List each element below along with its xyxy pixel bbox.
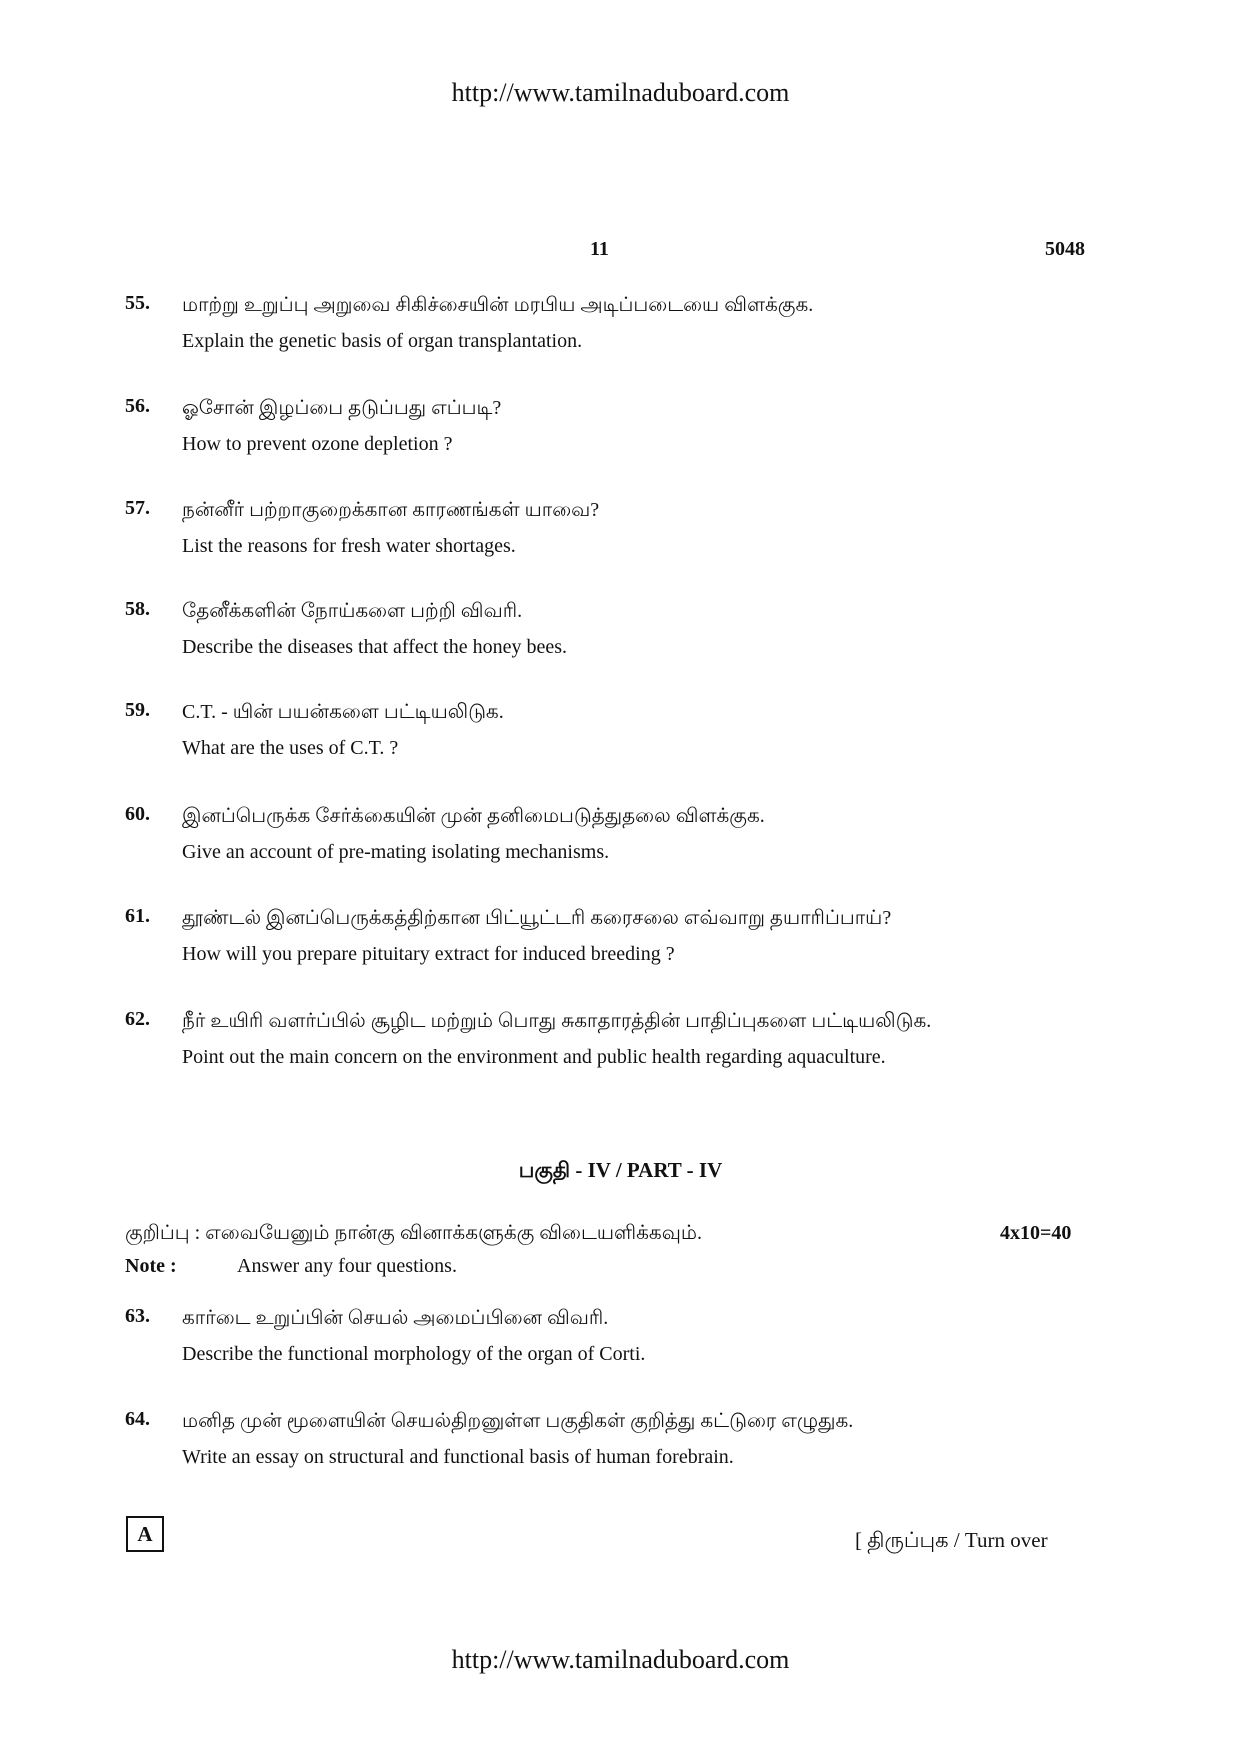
turn-over-note: [ திருப்புக / Turn over <box>855 1528 1048 1552</box>
question-number: 58. <box>125 598 150 620</box>
question-number: 57. <box>125 497 150 519</box>
question-tamil: கார்டை உறுப்பின் செயல் அமைப்பினை விவரி. <box>182 1307 609 1329</box>
question-62 <box>125 1008 1085 1070</box>
part-heading: பகுதி - IV / PART - IV <box>518 1158 723 1182</box>
question-english: What are the uses of C.T. ? <box>182 737 399 759</box>
question-english: List the reasons for fresh water shortages. <box>182 535 516 557</box>
question-tamil: ஓசோன் இழப்பை தடுப்பது எப்படி? <box>182 397 502 419</box>
marks-allocation: 4x10=40 <box>1000 1222 1072 1244</box>
question-tamil: தூண்டல் இனப்பெருக்கத்திற்கான பிட்யூட்டரி கரைசலை எவ்வாறு தயாரிப்பாய்? <box>182 907 892 929</box>
question-english: How will you prepare pituitary extract for induced breeding ? <box>182 943 675 965</box>
question-56 <box>125 395 1085 457</box>
question-55 <box>125 292 1085 354</box>
question-63 <box>125 1305 1085 1367</box>
question-number: 60. <box>125 803 150 825</box>
header-url[interactable]: http://www.tamilnaduboard.com <box>451 78 790 107</box>
question-64 <box>125 1408 1085 1470</box>
question-tamil: நன்னீர் பற்றாகுறைக்கான காரணங்கள் யாவை? <box>182 499 600 521</box>
question-tamil: நீர் உயிரி வளர்ப்பில் சூழிட மற்றும் பொது சுகாதாரத்தின் பாதிப்புகளை பட்டியலிடுக. <box>182 1010 932 1032</box>
note-english <box>125 1255 457 1278</box>
question-tamil: மாற்று உறுப்பு அறுவை சிகிச்சையின் மரபிய அடிப்படையை விளக்குக. <box>182 294 814 316</box>
question-english: Point out the main concern on the environment and public health regarding aquaculture. <box>182 1046 886 1068</box>
question-number: 55. <box>125 292 150 314</box>
footer-url[interactable]: http://www.tamilnaduboard.com <box>451 1645 790 1674</box>
paper-code: 5048 <box>1045 238 1085 260</box>
question-number: 63. <box>125 1305 150 1327</box>
question-tamil: மனித முன் மூளையின் செயல்திறனுள்ள பகுதிகள் குறித்து கட்டுரை எழுதுக. <box>182 1410 854 1432</box>
page-number: 11 <box>590 238 609 260</box>
question-tamil: தேனீக்களின் நோய்களை பற்றி விவரி. <box>182 600 523 622</box>
question-59 <box>125 699 1085 761</box>
question-number: 64. <box>125 1408 150 1430</box>
booklet-code-badge: A <box>126 1516 164 1552</box>
question-60 <box>125 803 1085 865</box>
question-61 <box>125 905 1085 967</box>
question-english: How to prevent ozone depletion ? <box>182 433 453 455</box>
question-english: Describe the diseases that affect the honey bees. <box>182 636 568 658</box>
question-57 <box>125 497 1085 559</box>
question-tamil: C.T. - யின் பயன்களை பட்டியலிடுக. <box>182 701 504 723</box>
question-58 <box>125 598 1085 660</box>
question-number: 61. <box>125 905 150 927</box>
question-number: 56. <box>125 395 150 417</box>
question-number: 59. <box>125 699 150 721</box>
question-english: Write an essay on structural and functional basis of human forebrain. <box>182 1446 734 1468</box>
note-text: Answer any four questions. <box>237 1255 457 1277</box>
question-tamil: இனப்பெருக்க சேர்க்கையின் முன் தனிமைபடுத்துதலை விளக்குக. <box>182 805 765 827</box>
question-english: Explain the genetic basis of organ transplantation. <box>182 330 583 352</box>
question-english: Describe the functional morphology of the organ of Corti. <box>182 1343 646 1365</box>
question-number: 62. <box>125 1008 150 1030</box>
note-tamil: குறிப்பு : எவையேனும் நான்கு வினாக்களுக்கு விடையளிக்கவும். <box>125 1222 702 1244</box>
question-english: Give an account of pre-mating isolating mechanisms. <box>182 841 610 863</box>
note-label: Note : <box>125 1255 177 1277</box>
